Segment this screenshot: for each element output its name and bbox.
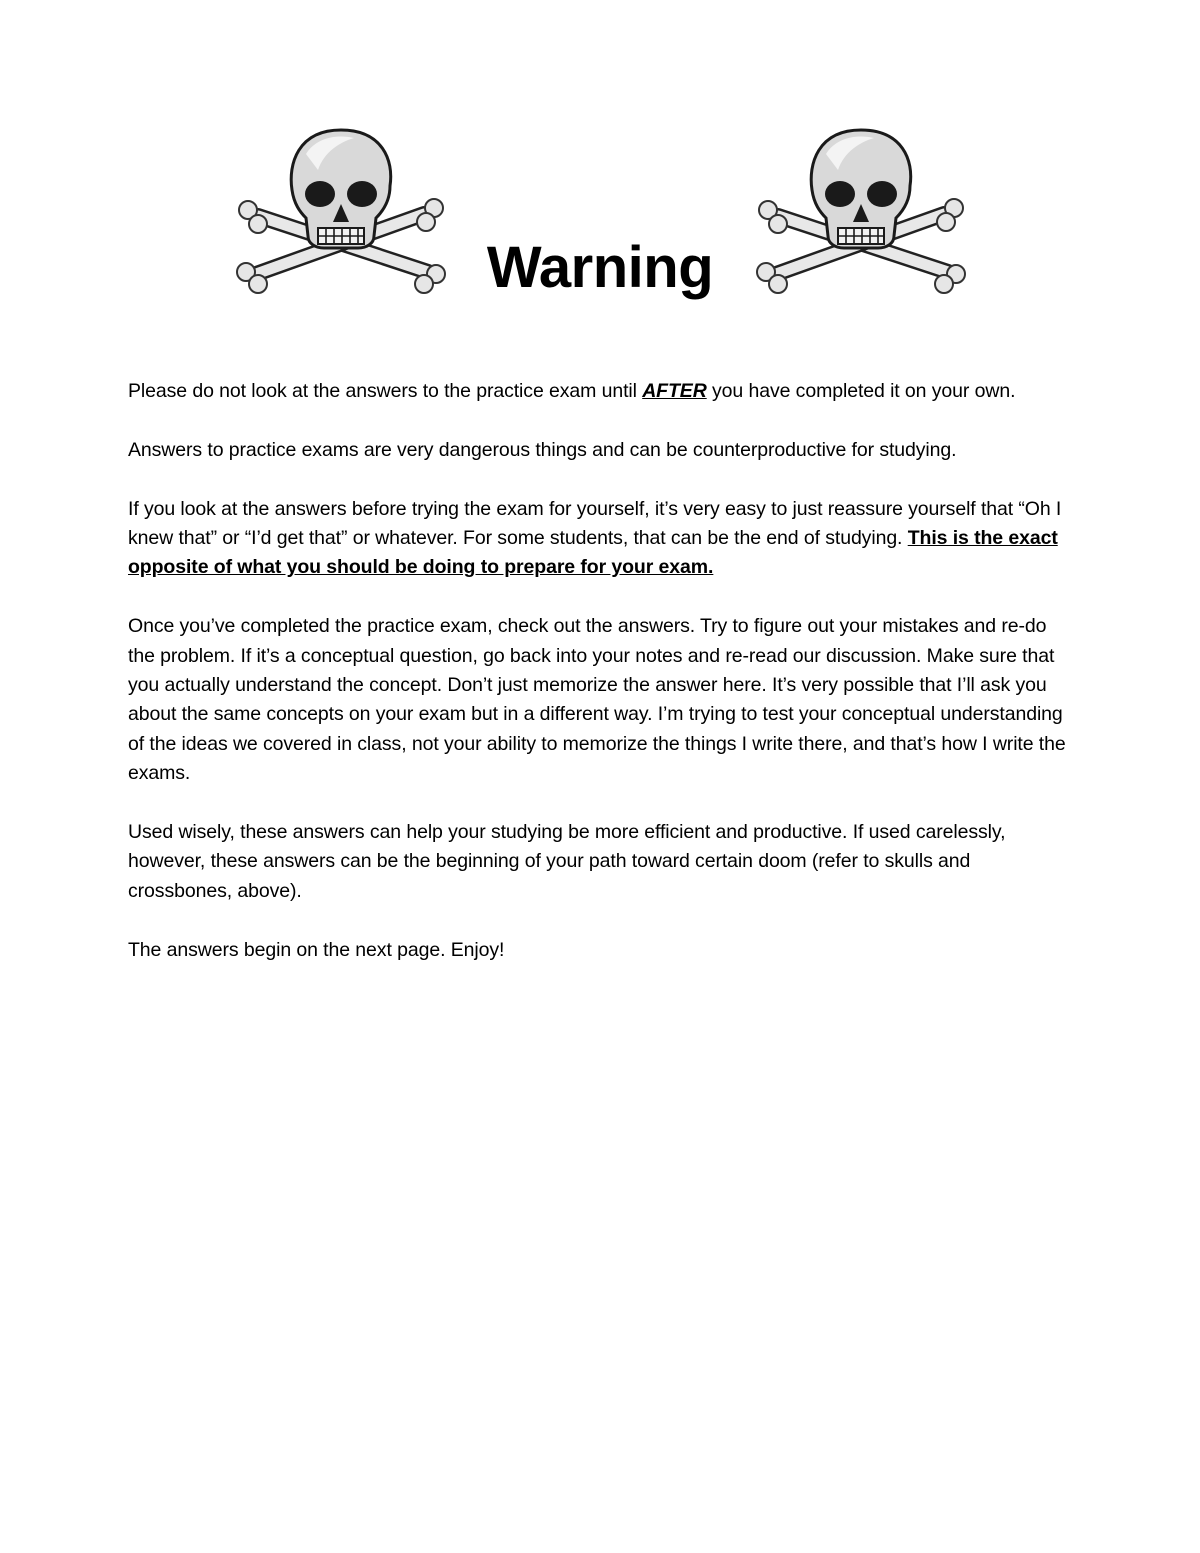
paragraph-reassure bbox=[128, 495, 1078, 583]
paragraph-text: If you look at the answers before trying the exam for yourself, it’s very easy to just reassure yourself that “Oh I knew that” or “I’d get that” or whatever. For some students, that can be the end of studying. bbox=[128, 497, 1062, 549]
paragraph-usage: Used wisely, these answers can help your studying be more efficient and productive. If used carelessly, however, these answers can be the beginning of your path toward certain doom (refer to skulls and crossbones, above). bbox=[128, 821, 1006, 902]
paragraph-after-completion: Once you’ve completed the practice exam, check out the answers. Try to figure out your mistakes and re-do the problem. If it’s a conceptual question, go back into your notes and re-read our discussion. Make sure that you actually understand the concept. Don’t just memorize the answer here. It’s very possible that I’ll ask you about the same concepts on your exam but in a different way. I’m trying to test your conceptual understanding of the ideas we covered in class, not your ability to memorize the things I write there, and that’s how I write the exams. bbox=[128, 615, 1066, 785]
paragraph-instruction bbox=[128, 377, 1078, 406]
page-title: Warning bbox=[486, 235, 714, 300]
paragraph-text: Please do not look at the answers to the practice exam until bbox=[128, 380, 643, 402]
paragraph-closing: The answers begin on the next page. Enjoy! bbox=[128, 938, 505, 961]
document-body bbox=[128, 377, 1078, 994]
emphasis-warning: This is the exact opposite of what you should be doing to prepare for your exam. bbox=[128, 527, 1058, 579]
emphasis-after: AFTER bbox=[642, 380, 707, 402]
skull-and-crossbones-icon bbox=[236, 124, 446, 294]
paragraph-danger: Answers to practice exams are very dangerous things and can be counterproductive for studying. bbox=[128, 438, 957, 461]
paragraph-text: you have completed it on your own. bbox=[706, 380, 1016, 402]
skull-and-crossbones-icon bbox=[756, 124, 966, 294]
